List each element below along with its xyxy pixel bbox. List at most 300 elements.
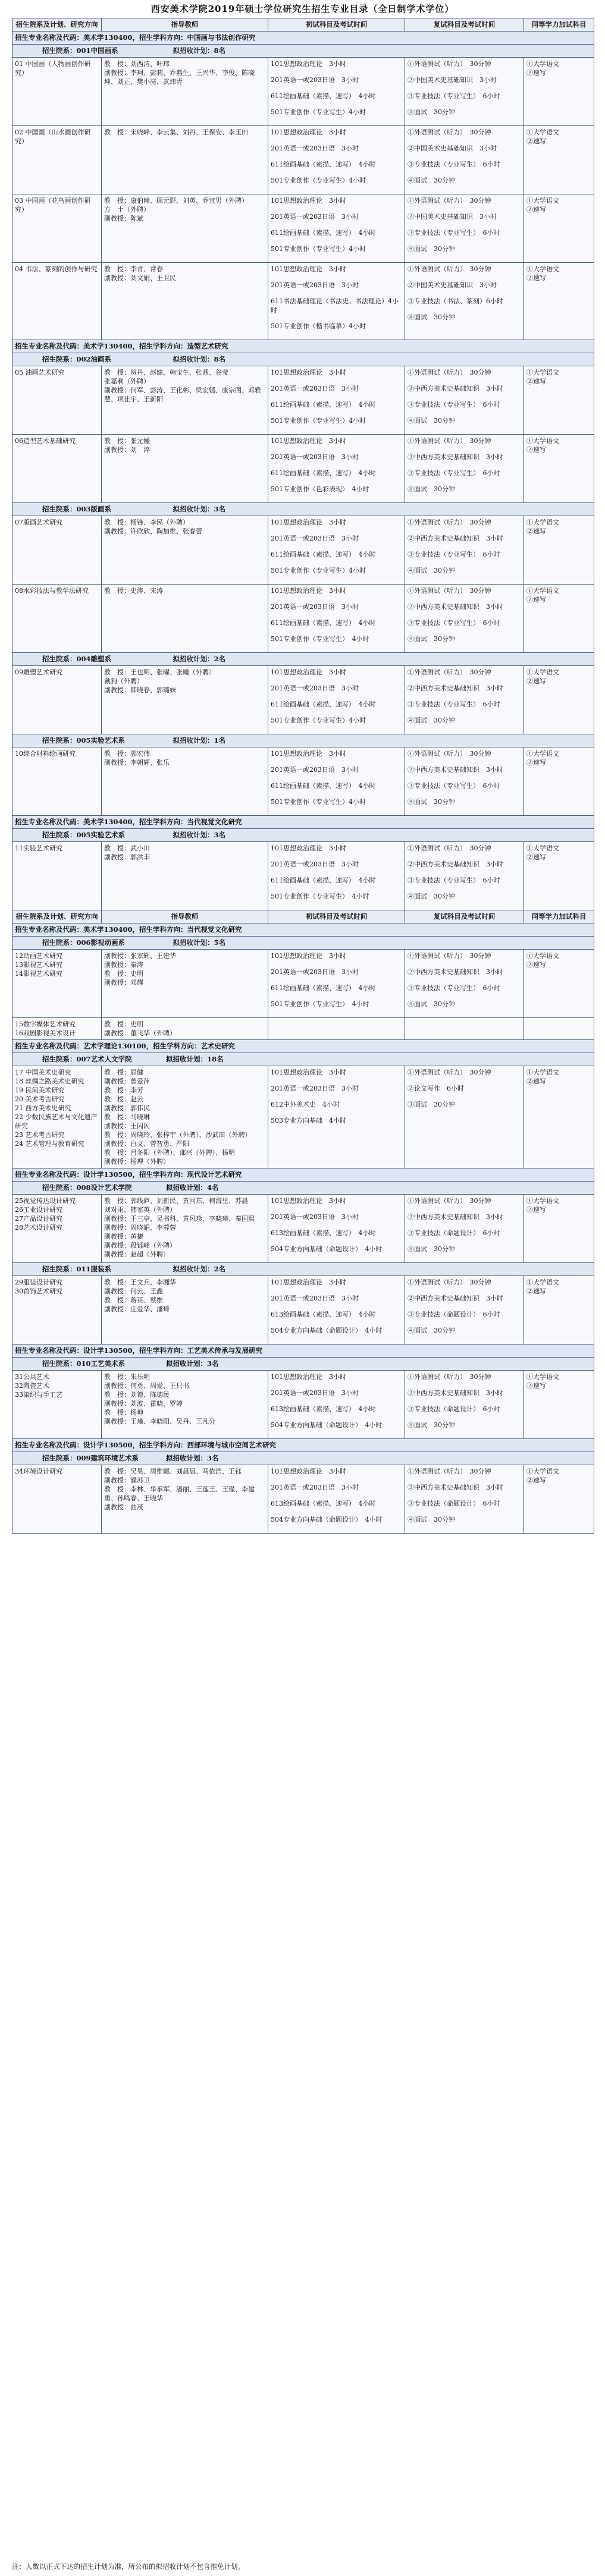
teacher-line: 教 授：吴昊、周维娜、刘晨晨、马依浩、王钰 — [104, 1468, 242, 1475]
second-exam-line: ③专业技法（专业写生） 6小时 — [407, 401, 500, 409]
second-exam-line: ③面试 30分钟 — [407, 1101, 455, 1108]
line-spacer — [271, 869, 402, 876]
initial-exam-cell — [268, 747, 405, 816]
direction-line: 07版画艺术研究 — [15, 519, 62, 526]
exam-line: 503专业方向基础 4小时 — [271, 1117, 346, 1124]
research-direction-cell — [12, 950, 102, 1018]
direction-line: 03 中国画（花鸟画创作研究） — [15, 197, 91, 213]
major-section-label: 招生专业名称及代码：美术学130400，招生学科方向：当代视觉文化研究 — [12, 923, 594, 937]
extra-exam-cell — [524, 585, 594, 653]
line-spacer — [407, 575, 521, 582]
second-exam-cell — [405, 585, 524, 653]
department-label: 招生院系：011服装系 拟招收计划：2名 — [12, 1263, 594, 1276]
line-spacer — [407, 869, 521, 876]
line-spacer — [271, 137, 402, 144]
table-row — [12, 516, 594, 585]
direction-line: 33染织与手工艺 — [15, 1391, 62, 1399]
line-spacer — [407, 677, 521, 684]
teachers-cell — [102, 516, 268, 585]
teacher-line: 教 授：宋晓峰、李云集、刘丹、王保安、李玉田 — [104, 128, 248, 136]
table-row — [12, 1195, 594, 1263]
direction-line: 20 美术考古研究 — [15, 1095, 65, 1103]
line-spacer — [271, 1287, 402, 1294]
second-exam-cell — [405, 263, 524, 340]
second-exam-cell — [405, 126, 524, 194]
teacher-line: 刘对雨、韩家英（外聘） — [104, 1206, 176, 1214]
exam-line: 613绘画基础（素描、速写） 4小时 — [271, 1500, 376, 1507]
second-exam-line: ①外语测试（听力） 30分钟 — [407, 437, 491, 445]
extra-exam-line: ①大学语文 — [526, 369, 559, 376]
line-spacer — [271, 153, 402, 160]
second-exam-line: ④面试 30分钟 — [407, 567, 455, 574]
teacher-line: 教 授：贺丹、赵健、韩宝生、张晶、谷莹 — [104, 369, 228, 376]
header-cell: 指导教师 — [102, 910, 268, 923]
teacher-line: 戴狗（外聘） — [104, 677, 143, 685]
extra-exam-line: ①大学语文 — [526, 952, 559, 960]
table-row — [12, 842, 594, 910]
extra-exam-cell — [524, 950, 594, 1018]
direction-line: 10综合材料绘画研究 — [15, 750, 76, 758]
line-spacer — [407, 976, 521, 984]
direction-line: 13影视艺术研究 — [15, 961, 62, 969]
catalog-table-wrapper — [12, 18, 594, 1534]
line-spacer — [407, 527, 521, 534]
line-spacer — [407, 1093, 521, 1100]
line-spacer — [407, 627, 521, 634]
teacher-line: 教 授：刘德、陈德民 — [104, 1391, 170, 1399]
research-direction-cell — [12, 1465, 102, 1534]
line-spacer — [407, 221, 521, 228]
exam-line: 201英语一或203日语 3小时 — [271, 860, 359, 868]
extra-exam-line: ①大学语文 — [526, 1069, 559, 1076]
initial-exam-cell — [268, 58, 405, 126]
extra-exam-cell — [524, 842, 594, 910]
second-exam-line: ①外语测试（听力） 30分钟 — [407, 60, 491, 68]
second-exam-line: ①外语测试（听力） 30分钟 — [407, 1468, 491, 1475]
line-spacer — [407, 306, 521, 313]
exam-line: 612中外美术史 4小时 — [271, 1101, 340, 1108]
extra-exam-cell — [524, 1066, 594, 1168]
exam-line: 501专业创作（专业写生）4小时 — [271, 798, 366, 806]
exam-line: 101思想政治理论 3小时 — [271, 128, 346, 136]
department-label: 招生院系：005实验艺术系 拟招收计划：3名 — [12, 829, 594, 842]
header-cell: 招生院系及计划、研究方向 — [12, 910, 102, 923]
line-spacer — [271, 595, 402, 602]
line-spacer — [271, 100, 402, 108]
major-section-label: 招生专业名称及代码：美术学130400，招生学科方向：造型艺术研究 — [12, 340, 594, 353]
direction-line: 09雕塑艺术研究 — [15, 668, 62, 676]
line-spacer — [271, 976, 402, 984]
exam-line: 501专业创作（专业写生）4小时 — [271, 108, 366, 116]
department-label: 招生院系：004雕塑系 拟招收计划：2名 — [12, 653, 594, 666]
extra-exam-line: ②速写 — [526, 137, 546, 145]
department-row — [12, 1053, 594, 1066]
exam-line: 611绘画基础（素描、速写） 4小时 — [271, 551, 376, 558]
line-spacer — [271, 790, 402, 797]
line-spacer — [271, 774, 402, 781]
exam-line: 611绘画基础（素描、速写） 4小时 — [271, 92, 376, 100]
line-spacer — [407, 960, 521, 967]
initial-exam-cell — [268, 516, 405, 585]
initial-exam-cell — [268, 666, 405, 734]
line-spacer — [271, 169, 402, 176]
line-spacer — [407, 595, 521, 602]
direction-line: 12动画艺术研究 — [15, 952, 62, 960]
teachers-cell — [102, 126, 268, 194]
direction-line: 23 艺术考古研究 — [15, 1131, 65, 1139]
second-exam-cell — [405, 194, 524, 263]
initial-exam-cell — [268, 1066, 405, 1168]
teacher-line: 副教授：黄捷 — [104, 1233, 143, 1240]
second-exam-line: ①外语测试（听力） 30分钟 — [407, 668, 491, 676]
teacher-line: 教 授：吕冬阳（外聘）、邵兴（外聘）、杨明 — [104, 1149, 235, 1157]
exam-line: 201英语一或203日语 3小时 — [271, 453, 359, 461]
teacher-line: 副教授：王三亭、吴书科、黄风珍、李晓瑛、秦国熙 — [104, 1215, 255, 1223]
second-exam-line: ②中西方美术史基础知识 3小时 — [407, 684, 503, 692]
line-spacer — [271, 527, 402, 534]
catalog-table-body — [12, 18, 594, 1534]
second-exam-line: ③专业技法（专业写生） 6小时 — [407, 229, 500, 237]
major-section-row — [12, 1168, 594, 1182]
line-spacer — [407, 1077, 521, 1084]
line-spacer — [407, 377, 521, 384]
extra-exam-line: ①大学语文 — [526, 668, 559, 676]
line-spacer — [271, 205, 402, 212]
teacher-line: 副教授：王闪闪 — [104, 1122, 150, 1130]
initial-exam-cell — [268, 1465, 405, 1534]
teacher-line: 教 授：赵云 — [104, 1095, 143, 1103]
line-spacer — [271, 853, 402, 860]
line-spacer — [271, 290, 402, 297]
extra-exam-line: ①大学语文 — [526, 265, 559, 273]
second-exam-cell — [405, 842, 524, 910]
second-exam-line: ③专业技法（专业写生） 6小时 — [407, 92, 500, 100]
exam-line: 611绘画基础（素描、速写） 4小时 — [271, 619, 376, 627]
exam-line: 101思想政治理论 3小时 — [271, 587, 346, 595]
exam-line: 501专业创作（专业写生） 4小时 — [271, 1000, 369, 1008]
line-spacer — [271, 1319, 402, 1326]
extra-exam-line: ②速写 — [526, 1287, 546, 1295]
exam-line: 201英语一或203日语 3小时 — [271, 968, 359, 976]
department-row — [12, 1452, 594, 1465]
line-spacer — [271, 543, 402, 550]
extra-exam-line: ①大学语文 — [526, 437, 559, 445]
line-spacer — [271, 1221, 402, 1229]
line-spacer — [407, 853, 521, 860]
line-spacer — [407, 1205, 521, 1212]
major-section-row — [12, 1439, 594, 1452]
direction-line: 17 中国美术史研究 — [15, 1069, 71, 1076]
extra-exam-line: ②速写 — [526, 446, 546, 454]
teacher-line: 教 授：王文兵、李湘华 — [104, 1278, 176, 1286]
second-exam-line: ①外语测试（听力） 30分钟 — [407, 844, 491, 852]
initial-exam-cell — [268, 435, 405, 503]
department-label: 招生院系：007艺术人文学院 拟招收计划：18名 — [12, 1053, 594, 1066]
exam-line: 201英语一或203日语 3小时 — [271, 535, 359, 542]
extra-exam-line: ②速写 — [526, 378, 546, 385]
second-exam-cell — [405, 1371, 524, 1439]
extra-exam-cell — [524, 263, 594, 340]
department-row — [12, 734, 594, 747]
header-direction: 招生院系及计划、研究方向 — [12, 18, 102, 32]
document-title: 西安美术学院2019年硕士学位研究生招生专业目录（全日制学术学位） — [151, 4, 454, 14]
line-spacer — [271, 1109, 402, 1116]
exam-line: 611书法基础理论（书法史、书法理论）4小时 — [271, 297, 399, 314]
line-spacer — [407, 425, 521, 432]
teacher-line: 副教授：周晓娟、李蓉蓉 — [104, 1224, 176, 1232]
line-spacer — [271, 1077, 402, 1084]
second-exam-line: ①外语测试（听力） 30分钟 — [407, 265, 491, 273]
line-spacer — [271, 494, 402, 501]
direction-line: 28艺术设计研究 — [15, 1224, 62, 1232]
table-row — [12, 263, 594, 340]
second-exam-line: ②论文写作 6小时 — [407, 1085, 464, 1092]
header-cell: 初试科目及考试时间 — [268, 910, 405, 923]
line-spacer — [407, 117, 521, 124]
line-spacer — [407, 274, 521, 281]
teacher-line: 副教授：郭伟民 — [104, 1104, 150, 1112]
line-spacer — [407, 885, 521, 892]
table-row — [12, 950, 594, 1018]
line-spacer — [407, 1109, 521, 1116]
line-spacer — [271, 425, 402, 432]
second-exam-line: ②中西方美术史基础知识 3小时 — [407, 385, 503, 392]
research-direction-cell — [12, 585, 102, 653]
exam-line: 501专业创作（色彩表现） 4小时 — [271, 485, 369, 493]
footnote: 注：人数以正式下达的招生计划为准，所公布的拟招收计划不包含推免计划。 — [12, 2562, 244, 2571]
line-spacer — [271, 901, 402, 908]
teachers-cell — [102, 666, 268, 734]
exam-line: 501专业创作（专业写生） 4小时 — [271, 893, 369, 900]
teacher-line: 副教授：董飞华（外聘） — [104, 1029, 176, 1037]
table-row — [12, 58, 594, 126]
major-section-row — [12, 32, 594, 45]
second-exam-line: ④面试 30分钟 — [407, 313, 455, 321]
second-exam-line: ④面试 30分钟 — [407, 1327, 455, 1334]
line-spacer — [407, 1476, 521, 1483]
direction-line: 14影视艺术研究 — [15, 970, 62, 978]
direction-line: 24 艺术管理与教育研究 — [15, 1140, 84, 1148]
line-spacer — [407, 494, 521, 501]
second-exam-line: ②中国美术史基础知识 3小时 — [407, 281, 497, 289]
line-spacer — [407, 1524, 521, 1531]
exam-line: 611绘画基础（素描、速写） 4小时 — [271, 469, 376, 477]
line-spacer — [271, 1397, 402, 1405]
teacher-line: 教 授：李林、华承军、潘丽、王莲王、王瑾、李建勇、孙鸣春、王晓华 — [104, 1485, 255, 1502]
teacher-line: 教 授：朱乐明 — [104, 1373, 150, 1381]
teachers-cell — [102, 950, 268, 1018]
line-spacer — [271, 1381, 402, 1388]
research-direction-cell — [12, 842, 102, 910]
research-direction-cell — [12, 516, 102, 585]
table-row — [12, 585, 594, 653]
line-spacer — [271, 1237, 402, 1245]
teachers-cell — [102, 1195, 268, 1263]
line-spacer — [271, 1125, 402, 1132]
line-spacer — [407, 901, 521, 908]
line-spacer — [271, 68, 402, 76]
initial-exam-cell — [268, 126, 405, 194]
second-exam-cell — [405, 1276, 524, 1344]
second-exam-line: ③专业技法（专业写生） 6小时 — [407, 984, 500, 992]
second-exam-line: ②中西方美术史基础知识 3小时 — [407, 1213, 503, 1221]
second-exam-line: ④面试 30分钟 — [407, 893, 455, 900]
initial-exam-cell — [268, 366, 405, 435]
direction-line: 32陶瓷艺术 — [15, 1382, 49, 1390]
major-section-row — [12, 1040, 594, 1053]
research-direction-cell — [12, 747, 102, 816]
major-section-label: 招生专业名称及代码：艺术学理论130100，招生学科方向：艺术史研究 — [12, 1040, 594, 1053]
line-spacer — [407, 253, 521, 260]
second-exam-line: ②中西方美术史基础知识 3小时 — [407, 453, 503, 461]
extra-exam-line: ②速写 — [526, 1382, 546, 1390]
line-spacer — [271, 1508, 402, 1515]
line-spacer — [407, 290, 521, 297]
second-exam-line: ④面试 30分钟 — [407, 798, 455, 806]
teacher-line: 副教授：韩晓春、郭璐妹 — [104, 686, 176, 694]
second-exam-line: ③专业技法（专业写生） 6小时 — [407, 619, 500, 627]
line-spacer — [271, 575, 402, 582]
department-label: 招生院系：002油画系 拟招收计划：8名 — [12, 353, 594, 366]
direction-line: 06造型艺术基础研究 — [15, 437, 76, 445]
line-spacer — [271, 377, 402, 384]
direction-line: 34环境设计研究 — [15, 1468, 62, 1475]
teacher-line: 方 土（外聘） — [104, 206, 150, 213]
department-label: 招生院系：005实验艺术系 拟招收计划：1名 — [12, 734, 594, 747]
second-exam-line: ②中西方美术史基础知识 3小时 — [407, 1484, 503, 1491]
exam-line: 201英语一或203日语 3小时 — [271, 603, 359, 611]
exam-line: 101思想政治理论 3小时 — [271, 1069, 346, 1076]
line-spacer — [407, 1413, 521, 1421]
line-spacer — [407, 543, 521, 550]
line-spacer — [271, 409, 402, 416]
line-spacer — [407, 1397, 521, 1405]
teacher-line: 教 授：李青、常春 — [104, 265, 163, 273]
line-spacer — [407, 185, 521, 192]
line-spacer — [407, 393, 521, 400]
direction-line: 08水彩技法与教学法研究 — [15, 587, 89, 595]
research-direction-cell — [12, 1018, 102, 1040]
teacher-line: 教 授：康伯翰、顾元野、刘英、乔宜男（外聘） — [104, 197, 248, 205]
line-spacer — [271, 221, 402, 228]
exam-line: 101思想政治理论 3小时 — [271, 265, 346, 273]
line-spacer — [271, 960, 402, 967]
research-direction-cell — [12, 1371, 102, 1439]
exam-line: 201英语一或203日语 3小时 — [271, 1085, 359, 1092]
extra-exam-line: ②速写 — [526, 206, 546, 213]
department-label: 招生院系：003版画系 拟招收计划：3名 — [12, 503, 594, 516]
line-spacer — [271, 709, 402, 716]
table-row — [12, 1018, 594, 1040]
direction-line: 04 书法、篆刻的创作与研究 — [15, 265, 98, 273]
line-spacer — [271, 1476, 402, 1483]
exam-line: 101思想政治理论 3小时 — [271, 668, 346, 676]
line-spacer — [407, 693, 521, 700]
teacher-line: 教 授：王也明、张曜、张曦（外聘） — [104, 668, 215, 676]
direction-line: 22 少数民族艺术与文化遗产研究 — [15, 1113, 98, 1130]
header-cell: 同等学力加试科目 — [524, 910, 594, 923]
major-section-label: 招生专业名称及代码：设计学130500，招生学科方向：现代设计艺术研究 — [12, 1168, 594, 1182]
second-exam-cell — [405, 950, 524, 1018]
catalog-table — [12, 18, 594, 1534]
teacher-line: 教 授：史涛、宋涛 — [104, 587, 163, 595]
extra-exam-line: ①大学语文 — [526, 519, 559, 526]
major-section-label: 招生专业名称及代码：美术学130400，招生学科方向：当代视觉文化研究 — [12, 816, 594, 829]
second-exam-line: ④面试 30分钟 — [407, 1516, 455, 1523]
second-exam-line: ④面试 30分钟 — [407, 1000, 455, 1008]
second-exam-cell — [405, 1465, 524, 1534]
table-row — [12, 126, 594, 194]
second-exam-line: ③专业技法（专业写生） 6小时 — [407, 551, 500, 558]
line-spacer — [271, 611, 402, 618]
extra-exam-line: ②速写 — [526, 1077, 546, 1085]
line-spacer — [271, 84, 402, 92]
line-spacer — [407, 205, 521, 212]
table-row — [12, 1276, 594, 1344]
teacher-line: 副教授：刘 淬 — [104, 446, 150, 454]
second-exam-cell — [405, 58, 524, 126]
exam-line: 101思想政治理论 3小时 — [271, 1278, 346, 1286]
extra-exam-line: ②速写 — [526, 677, 546, 685]
second-exam-line: ③专业技法（命题设计） 6小时 — [407, 1311, 500, 1318]
second-exam-cell — [405, 435, 524, 503]
direction-line: 11实验艺术研究 — [15, 844, 62, 852]
teacher-line: 教 授：李芳 — [104, 1086, 143, 1094]
second-exam-line: ③专业技法（命题设计） 6小时 — [407, 1405, 500, 1413]
second-exam-line: ④面试 30分钟 — [407, 1245, 455, 1253]
teachers-cell — [102, 1371, 268, 1439]
second-exam-line: ②中国美术史基础知识 3小时 — [407, 76, 497, 84]
table-row — [12, 1371, 594, 1439]
exam-line: 101思想政治理论 3小时 — [271, 750, 346, 758]
exam-line: 613绘画基础（素描、速写） 4小时 — [271, 1229, 376, 1237]
extra-exam-line: ①大学语文 — [526, 60, 559, 68]
line-spacer — [407, 84, 521, 92]
teacher-line: 副教授：刘文娟、王卫民 — [104, 274, 176, 282]
header-initial-exam: 初试科目及考试时间 — [268, 18, 405, 32]
research-direction-cell — [12, 263, 102, 340]
initial-exam-cell — [268, 1371, 405, 1439]
second-exam-line: ①外语测试（听力） 30分钟 — [407, 750, 491, 758]
header-cell: 复试科目及考试时间 — [405, 910, 524, 923]
department-label: 招生院系：001中国画系 拟招收计划：8名 — [12, 45, 594, 58]
line-spacer — [271, 117, 402, 124]
direction-line: 31公共艺术 — [15, 1373, 49, 1381]
teacher-line: 教 授：周晓玲、张梓宇（外聘）、沙武田（外聘） — [104, 1131, 252, 1139]
line-spacer — [271, 1413, 402, 1421]
initial-exam-cell — [268, 1018, 405, 1040]
exam-line: 613绘画基础（素描、速写） 4小时 — [271, 1311, 376, 1318]
line-spacer — [407, 137, 521, 144]
direction-line: 18 丝绸之路美术史研究 — [15, 1077, 84, 1085]
teacher-line: 副教授：秦涛 — [104, 961, 143, 969]
exam-line: 201英语一或203日语 3小时 — [271, 1213, 359, 1221]
line-spacer — [271, 1335, 402, 1342]
table-row — [12, 666, 594, 734]
table-header-row — [12, 18, 594, 32]
extra-exam-cell — [524, 1018, 594, 1040]
extra-exam-line: ①大学语文 — [526, 1278, 559, 1286]
header-second-exam: 复试科目及考试时间 — [405, 18, 524, 32]
exam-line: 611绘画基础（素描、速写） 4小时 — [271, 161, 376, 168]
second-exam-line: ④面试 30分钟 — [407, 417, 455, 425]
extra-exam-line: ②速写 — [526, 596, 546, 604]
line-spacer — [407, 1319, 521, 1326]
teacher-line: 教 授：张元媛 — [104, 437, 150, 445]
direction-line: 29服装设计研究 — [15, 1278, 62, 1286]
exam-line: 101思想政治理论 3小时 — [271, 519, 346, 526]
extra-exam-line: ①大学语文 — [526, 128, 559, 136]
